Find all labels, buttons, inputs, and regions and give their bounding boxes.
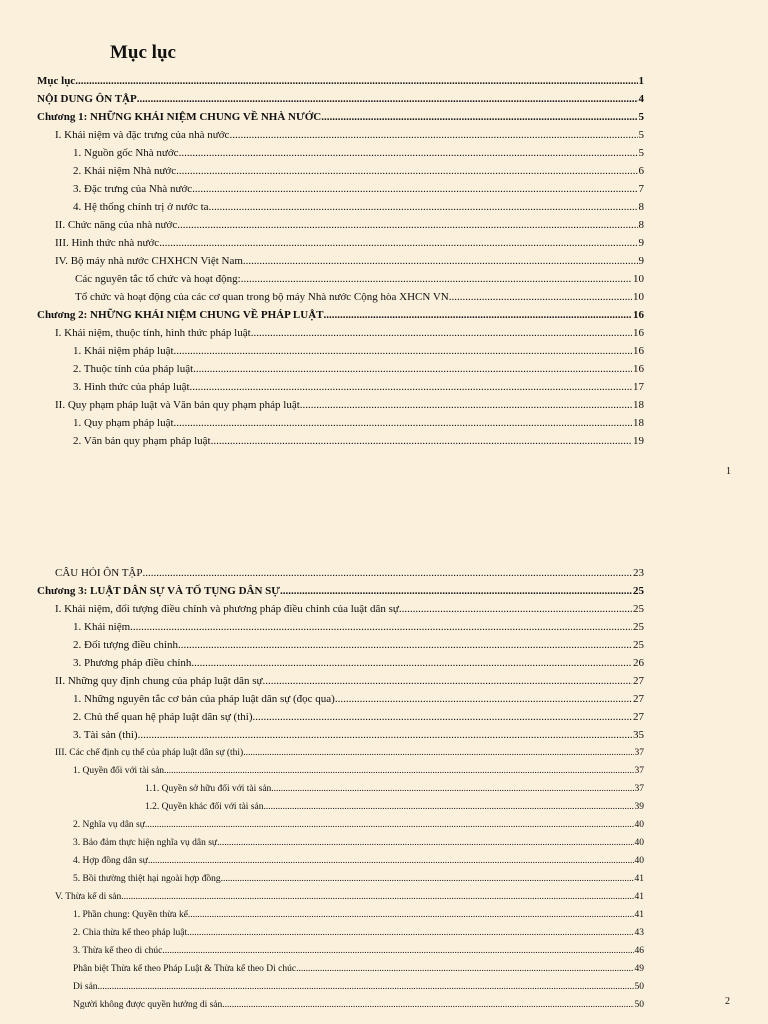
toc-entry-title: Các nguyên tắc tổ chức và hoạt động: [75, 273, 241, 285]
toc-leader-dots [222, 998, 633, 1012]
toc-leader-dots [138, 728, 632, 742]
toc-entry-page: 41 [634, 874, 644, 884]
toc-entry-title: Chương 2: NHỮNG KHÁI NIỆM CHUNG VỀ PHÁP LUẬT [37, 309, 324, 321]
toc-entry-page: 10 [633, 291, 644, 303]
toc-leader-dots [324, 308, 633, 322]
toc-entry[interactable] [0, 710, 644, 724]
toc-entry-page: 50 [634, 1000, 644, 1010]
toc-entry[interactable] [0, 674, 644, 688]
toc-leader-dots [192, 182, 637, 196]
toc-entry-page: 40 [634, 856, 644, 866]
toc-entry-title: 2. Thuộc tính của pháp luật [73, 363, 194, 375]
toc-entry-page: 41 [634, 892, 644, 902]
toc-entry-page: 27 [633, 693, 644, 705]
toc-entry[interactable] [0, 890, 644, 904]
toc-entry[interactable] [0, 200, 644, 214]
toc-entry-page: 16 [633, 345, 644, 357]
toc-entry-title: 3. Hình thức của pháp luật [73, 381, 190, 393]
toc-leader-dots [241, 272, 632, 286]
toc-entry-page: 5 [638, 129, 644, 141]
toc-entry-page: 40 [634, 820, 644, 830]
toc-entry-page: 37 [634, 748, 644, 758]
toc-leader-dots [262, 674, 632, 688]
toc-entry-page: 16 [633, 363, 644, 375]
toc-leader-dots [162, 944, 633, 958]
toc-leader-dots [217, 836, 633, 850]
toc-entry[interactable] [0, 800, 644, 814]
toc-leader-dots [449, 290, 632, 304]
toc-entry-title: Chương 1: NHỮNG KHÁI NIỆM CHUNG VỀ NHÀ NƯỚC [37, 111, 322, 123]
toc-entry-page: 8 [638, 219, 644, 231]
toc-entry-title: 4. Hợp đồng dân sự [73, 856, 148, 866]
toc-entry-title: NỘI DUNG ÔN TẬP [37, 93, 137, 105]
toc-entry-title: 3. Phương pháp điều chỉnh [73, 657, 192, 669]
toc-entry-title: 1.1. Quyền sở hữu đối với tài sản [145, 784, 272, 794]
toc-leader-dots [399, 602, 632, 616]
toc-entry[interactable] [0, 308, 644, 322]
toc-entry[interactable] [0, 416, 644, 430]
toc-entry-page: 27 [633, 675, 644, 687]
toc-entry-title: Chương 3: LUẬT DÂN SỰ VÀ TỐ TỤNG DÂN SỰ [37, 585, 281, 597]
toc-entry[interactable] [0, 764, 644, 778]
toc-entry-title: 1. Phần chung: Quyền thừa kế [73, 910, 188, 920]
toc-entry-page: 18 [633, 417, 644, 429]
toc-entry-title: 1. Khái niệm pháp luật [73, 345, 174, 357]
toc-leader-dots [121, 890, 633, 904]
toc-entry[interactable] [0, 908, 644, 922]
toc-entry-page: 25 [633, 621, 644, 633]
toc-leader-dots [271, 782, 633, 796]
toc-entry-title: II. Chức năng của nhà nước [55, 219, 178, 231]
toc-entry[interactable] [0, 782, 644, 796]
toc-entry-page: 8 [638, 201, 644, 213]
toc-leader-dots [159, 236, 637, 250]
toc-entry-title: 1. Nguồn gốc Nhà nước [73, 147, 179, 159]
toc-entry-page: 41 [634, 910, 644, 920]
toc-entry-title: 1. Những nguyên tắc cơ bản của pháp luật dân sự (đọc qua) [73, 693, 335, 705]
toc-entry-title: 5. Bồi thường thiệt hại ngoài hợp đồng [73, 874, 221, 884]
toc-entry-page: 18 [633, 399, 644, 411]
toc-entry-page: 25 [633, 585, 644, 597]
toc-entry[interactable] [0, 944, 644, 958]
toc-entry-title: 1.2. Quyền khác đối với tài sản [145, 802, 264, 812]
toc-entry[interactable] [0, 236, 644, 250]
toc-entry[interactable] [0, 290, 644, 304]
toc-leader-dots [174, 416, 632, 430]
toc-leader-dots [263, 800, 633, 814]
toc-entry[interactable] [0, 980, 644, 994]
toc-leader-dots [190, 380, 632, 394]
toc-entry-page: 25 [633, 603, 644, 615]
toc-leader-dots [335, 692, 632, 706]
toc-leader-dots [174, 344, 632, 358]
toc-entry-title: Người không được quyền hưởng di sản [73, 1000, 223, 1010]
toc-leader-dots [187, 926, 633, 940]
toc-entry-page: 25 [633, 639, 644, 651]
toc-entry[interactable] [0, 620, 644, 634]
toc-entry[interactable] [0, 854, 644, 868]
toc-entry[interactable] [0, 962, 644, 976]
toc-entry[interactable] [0, 146, 644, 160]
toc-entry-page: 19 [633, 435, 644, 447]
toc-leader-dots [176, 164, 637, 178]
toc-leader-dots [209, 200, 638, 214]
toc-leader-dots [243, 254, 638, 268]
toc-leader-dots [296, 962, 633, 976]
toc-entry[interactable] [0, 254, 644, 268]
toc-entry[interactable] [0, 218, 644, 232]
toc-entry-title: III. Hình thức nhà nước [55, 237, 160, 249]
toc-entry-page: 39 [634, 802, 644, 812]
toc-entry[interactable] [0, 638, 644, 652]
toc-entry-page: 9 [638, 255, 644, 267]
toc-entry[interactable] [0, 110, 644, 124]
toc-entry-page: 5 [638, 147, 644, 159]
toc-entry-title: 3. Thừa kế theo di chúc [73, 946, 163, 956]
toc-entry[interactable] [0, 818, 644, 832]
toc-entry-page: 27 [633, 711, 644, 723]
toc-entry-title: IV. Bộ máy nhà nước CHXHCN Việt Nam [55, 255, 243, 267]
toc-leader-dots [143, 566, 633, 580]
toc-entry[interactable] [0, 128, 644, 142]
page-number-2: 2 [725, 996, 730, 1007]
toc-entry-title: 1. Quy phạm pháp luật [73, 417, 174, 429]
toc-leader-dots [75, 74, 637, 88]
toc-entry[interactable] [0, 362, 644, 376]
toc-entry-page: 4 [638, 93, 644, 105]
toc-entry-page: 46 [634, 946, 644, 956]
toc-entry-title: CÂU HỎI ÔN TẬP [55, 567, 143, 579]
toc-leader-dots [130, 620, 632, 634]
toc-entry-title: 3. Bảo đảm thực hiện nghĩa vụ dân sự [73, 838, 218, 848]
toc-leader-dots [221, 872, 634, 886]
toc-entry-page: 16 [633, 327, 644, 339]
toc-entry[interactable] [0, 92, 644, 106]
toc-entry-title: III. Các chế định cụ thể của pháp luật dân sự (thi) [55, 748, 244, 758]
toc-entry-title: Phân biệt Thừa kế theo Pháp Luật & Thừa kế theo Di chúc [73, 964, 297, 974]
toc-leader-dots [137, 92, 638, 106]
toc-entry-page: 37 [634, 784, 644, 794]
toc-entry[interactable] [0, 398, 644, 412]
toc-entry-title: 2. Đối tượng điều chỉnh [73, 639, 178, 651]
toc-leader-dots [98, 980, 634, 994]
toc-entry-title: 1. Quyền đối với tài sản [73, 766, 165, 776]
toc-leader-dots [191, 656, 632, 670]
toc-entry-page: 35 [633, 729, 644, 741]
toc-entry[interactable] [0, 164, 644, 178]
toc-entry-page: 49 [634, 964, 644, 974]
toc-entry[interactable] [0, 182, 644, 196]
toc-entry[interactable] [0, 584, 644, 598]
page-number-1: 1 [726, 466, 731, 477]
toc-entry-page: 5 [638, 111, 644, 123]
toc-entry[interactable] [0, 656, 644, 670]
toc-entry-title: I. Khái niệm, thuộc tính, hình thức pháp luật [55, 327, 251, 339]
toc-leader-dots [177, 218, 637, 232]
toc-entry[interactable] [0, 998, 644, 1012]
toc-entry[interactable] [0, 566, 644, 580]
toc-leader-dots [300, 398, 632, 412]
toc-leader-dots [251, 326, 632, 340]
toc-leader-dots [229, 128, 637, 142]
toc-leader-dots [178, 638, 632, 652]
toc-entry-title: I. Khái niệm, đối tượng điều chỉnh và phương pháp điều chỉnh của luật dân sự [55, 603, 399, 615]
toc-leader-dots [188, 908, 634, 922]
toc-leader-dots [145, 818, 634, 832]
toc-entry-title: Di sản [73, 982, 98, 992]
toc-leader-dots [280, 584, 632, 598]
toc-entry-page: 9 [638, 237, 644, 249]
toc-entry-title: I. Khái niệm và đặc trưng của nhà nước [55, 129, 230, 141]
toc-title: Mục lục [110, 42, 176, 63]
toc-entry[interactable] [0, 746, 644, 760]
toc-entry-page: 37 [634, 766, 644, 776]
toc-entry[interactable] [0, 74, 644, 88]
toc-entry-page: 16 [633, 309, 644, 321]
toc-entry-title: 2. Khái niệm Nhà nước [73, 165, 177, 177]
toc-entry[interactable] [0, 326, 644, 340]
toc-entry[interactable] [0, 380, 644, 394]
toc-entry-page: 1 [638, 75, 644, 87]
toc-leader-dots [179, 146, 638, 160]
toc-leader-dots [164, 764, 633, 778]
toc-entry-page: 7 [638, 183, 644, 195]
toc-leader-dots [148, 854, 634, 868]
toc-entry-page: 10 [633, 273, 644, 285]
toc-entry-title: 2. Chia thừa kế theo pháp luật [73, 928, 188, 938]
toc-entry-title: 3. Đặc trưng của Nhà nước [73, 183, 193, 195]
toc-entry-title: V. Thừa kế di sản [55, 892, 122, 902]
toc-entry-title: 1. Khái niệm [73, 621, 131, 633]
toc-entry[interactable] [0, 344, 644, 358]
toc-entry-title: 2. Chủ thể quan hệ pháp luật dân sự (thi) [73, 711, 253, 723]
toc-leader-dots [193, 362, 632, 376]
toc-entry-title: II. Quy phạm pháp luật và Văn bản quy phạm pháp luật [55, 399, 300, 411]
toc-entry-title: 2. Nghĩa vụ dân sự [73, 820, 145, 830]
toc-entry-title: 4. Hệ thống chính trị ở nước ta [73, 201, 209, 213]
toc-leader-dots [211, 434, 632, 448]
toc-entry-title: Mục lục [37, 75, 76, 87]
toc-entry[interactable] [0, 602, 644, 616]
toc-leader-dots [243, 746, 633, 760]
toc-leader-dots [321, 110, 637, 124]
toc-entry[interactable] [0, 434, 644, 448]
toc-entry[interactable] [0, 926, 644, 940]
toc-entry-title: 2. Văn bản quy phạm pháp luật [73, 435, 211, 447]
toc-entry-page: 17 [633, 381, 644, 393]
toc-entry[interactable] [0, 872, 644, 886]
toc-entry[interactable] [0, 728, 644, 742]
toc-entry[interactable] [0, 836, 644, 850]
toc-entry-title: II. Những quy định chung của pháp luật dân sự [55, 675, 263, 687]
toc-entry-page: 26 [633, 657, 644, 669]
toc-leader-dots [252, 710, 632, 724]
toc-entry-page: 50 [634, 982, 644, 992]
toc-entry-page: 6 [638, 165, 644, 177]
toc-entry-page: 40 [634, 838, 644, 848]
toc-entry[interactable] [0, 272, 644, 286]
toc-entry-page: 43 [634, 928, 644, 938]
toc-entry-title: 3. Tài sản (thi) [73, 729, 138, 741]
toc-entry[interactable] [0, 692, 644, 706]
toc-entry-title: Tổ chức và hoạt động của các cơ quan trong bộ máy Nhà nước Cộng hòa XHCN VN [75, 291, 449, 303]
toc-entry-page: 23 [633, 567, 644, 579]
